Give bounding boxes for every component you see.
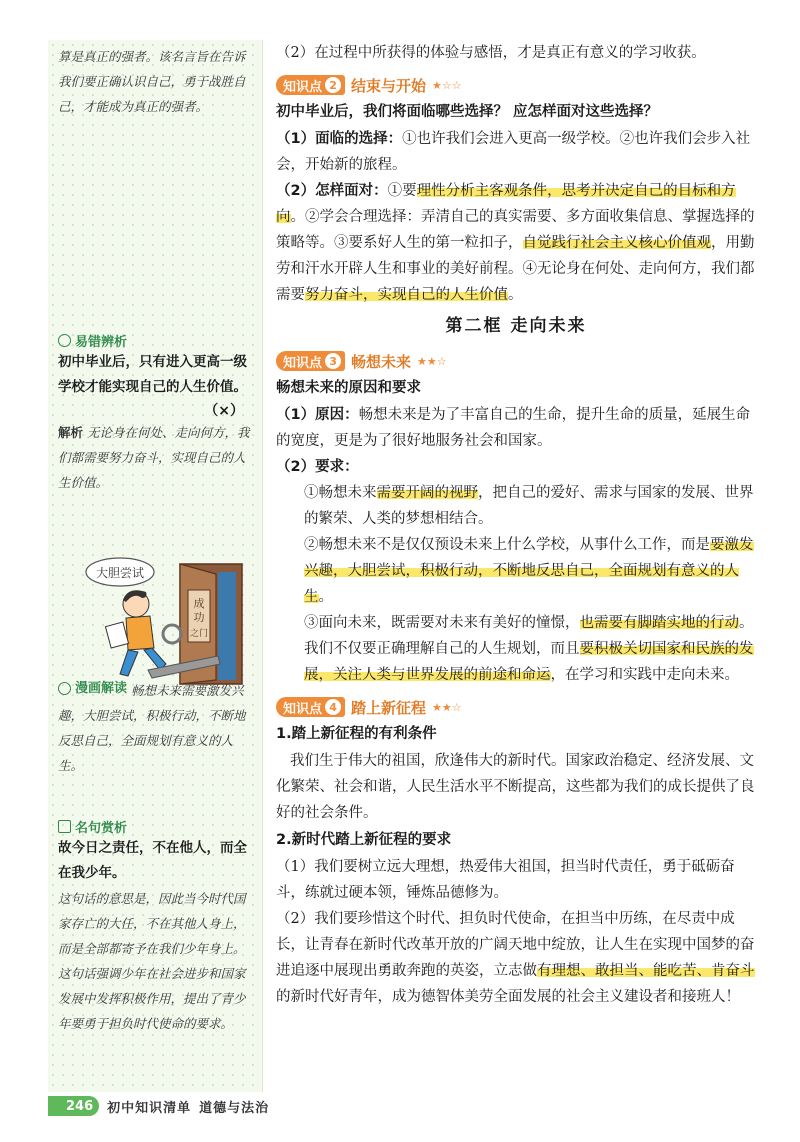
error-analysis-box [58,330,254,495]
knowledge-point-2 [276,72,756,98]
error-verdict: （×） [204,403,244,419]
door-text-2: 功 [193,611,205,624]
kp3-badge [276,351,345,371]
comic-reading-title: 漫画解读 [75,681,128,696]
choice-label: （1）面临的选择： [276,131,403,147]
famous-quote-title: 名句赏析 [75,820,128,836]
page-number: 246 [48,1096,99,1116]
page-footer [48,1095,348,1117]
error-statement: 初中毕业后，只有进入更高一级学校才能实现自己的人生价值。 [58,354,247,395]
knowledge-point-3 [276,348,756,374]
boy-shirt [126,616,154,650]
kp3-title: 畅想未来 [351,352,412,371]
req1-highlight: 需要开阔的视野 [376,485,478,501]
paragraph-intro: （2）在过程中所获得的体验与感悟，才是真正有意义的学习收获。 [276,45,706,61]
footer-subject: 道德与法治 [199,1100,270,1116]
kp4-stars: ★★☆ [432,700,462,714]
analysis-body: 无论身在何处、走向何方，我们都需要努力奋斗，实现自己的人生价值。 [58,425,250,490]
new-era-highlight: 有理想、敢担当、能吃苦、肯奋斗 [537,963,755,979]
kp2-title: 结束与开始 [351,76,427,95]
refresh-icon [58,682,71,695]
req3-text-c: ，在学习和实践中走向未来。 [550,667,739,683]
subheading-requirements: 2.新时代踏上新征程的要求 [276,832,452,848]
comic-reading-box [58,678,254,778]
face-highlight-1: 理性分析主客观条件，思考并决定自己的目标和方向 [276,183,736,225]
new-era-req-1: （1）我们要树立远大理想，热爱伟大祖国，担当时代责任，勇于砥砺奋斗，练就过硬本领，锤炼品德修为。 [276,859,735,901]
req3-highlight-1: 也需要有脚踏实地的行动 [579,615,739,631]
face-highlight-3: 努力奋斗，实现自己的人生价值 [305,287,508,303]
req2-text-b: 。 [318,589,333,605]
requirement-1 [276,480,756,532]
req2-text-a: ②畅想未来不是仅仅预设未来上什么学校，从事什么工作，而是 [304,537,710,553]
face-highlight-2: 自觉践行社会主义核心价值观 [522,235,711,251]
knowledge-point-4 [276,694,756,720]
magnifier-icon [58,334,71,347]
requirement-label: （2）要求： [276,459,359,475]
kp3-stars: ★★☆ [417,354,447,368]
famous-quote-text: 故今日之责任，不在他人，而全在我少年。 [58,840,247,881]
reason-paragraph [276,402,756,454]
key-ring [163,625,181,643]
subheading-conditions: 1.踏上新征程的有利条件 [276,726,437,742]
face-paragraph [276,178,756,308]
face-text-d: 。 [508,287,523,303]
face-label: （2）怎样面对： [276,183,388,199]
comic-reading-heading [58,679,127,699]
kp4-badge-label: 知识点 [283,701,323,717]
requirement-2 [276,532,756,610]
door-text-1: 成 [193,597,205,610]
kp2-number: 2 [325,77,341,93]
sidebar [48,40,263,1092]
conditions-paragraph: 我们生于伟大的祖国，欣逢伟大的新时代。国家政治稳定、经济发展、文化繁荣、社会和谐，人民生活水平不断提高，这些都为我们的成长提供了良好的社会条件。 [276,753,755,821]
req3-highlight-2: 要积极关切国家和民族的发展，关注人类与世界发展的前途和命运 [304,641,754,683]
req3-text-a: ③面向未来，既需要对未来有美好的憧憬， [304,615,580,631]
kp2-stars: ★☆☆ [432,78,462,92]
kp3-number: 3 [325,353,341,369]
door-text-3: 之门 [189,629,209,639]
choice-text: ①也许我们会进入更高一级学校。②也许我们会步入社会，开始新的旅程。 [276,131,751,173]
choice-paragraph [276,126,756,178]
question-heading-3: 畅想未来的原因和要求 [276,380,421,396]
new-era-req-2 [276,906,756,1010]
kp3-badge-label: 知识点 [283,355,323,371]
door-opening [218,572,236,680]
speech-text: 大胆尝试 [95,566,145,580]
boy-paper [105,622,128,648]
comic-reading-text [58,678,254,778]
face-text-b: 。②学会合理选择：弄清自己的真实需要、多方面收集信息、掌握选择的策略等。③要系好人生的第一粒扣子， [276,209,755,251]
requirement-3 [276,610,756,688]
famous-quote-heading [58,816,254,836]
kp4-badge [276,697,345,717]
req3-text-b: 。我们不仅要正确理解自己的人生规划，而且 [304,615,754,657]
req1-text-b: ，把自己的爱好、需求与国家的发展、世界的繁荣、人类的梦想相结合。 [304,485,754,527]
error-analysis-text [58,420,254,495]
boy-leg-left [120,650,138,676]
reason-label: （1）原因： [276,407,359,423]
kp2-badge [276,75,345,95]
error-analysis-title: 易错辨析 [75,334,128,350]
famous-quote-box [58,816,254,1036]
error-analysis-heading [58,330,254,350]
sidebar-intro: 算是真正的强者。该名言旨在告诉我们要正确认识自己，勇于战胜自己，才能成为真正的强者。 [58,49,246,114]
analysis-label: 解析 [58,425,84,440]
req2-highlight: 要激发兴趣，大胆尝试，积极行动，不断地反思自己，全面规划有意义的人生 [304,537,754,605]
kp4-title: 踏上新征程 [351,698,427,717]
main-content [276,40,756,1010]
new-era-text-b: 的新时代好青年，成为德智体美劳全面发展的社会主义建设者和接班人！ [276,989,740,1005]
face-text-a: ①要 [387,183,417,199]
reason-text: 畅想未来是为了丰富自己的生命，提升生命的质量，延展生命的宽度，更是为了很好地服务社会和国家。 [276,407,751,449]
book-icon [58,820,71,833]
footer-book: 初中知识清单 [107,1100,192,1116]
kp4-number: 4 [325,699,341,715]
comic-reading-body: 畅想未来需要激发兴趣，大胆尝试，积极行动，不断地反思自己，全面规划有意义的人生。 [58,683,246,773]
face-text-c: ，用勤劳和汗水开辟人生和事业的美好前程。④无论身在何处、走向何方，我们都需要 [276,235,755,303]
kp2-badge-label: 知识点 [283,79,323,95]
req1-text-a: ①畅想未来 [304,485,377,501]
question-heading-2: 初中毕业后，我们将面临哪些选择？ 应怎样面对这些选择？ [276,104,659,120]
famous-quote-explanation: 这句话的意思是，因此当今时代国家存亡的大任，不在其他人身上，而是全部都寄予在我们少年身上。这句话强调少年在社会进步和国家发展中发挥积极作用，提出了青少年要勇于担负时代使命的要求。 [58,891,246,1031]
new-era-text-a: （2）我们要珍惜这个时代、担负时代使命，在担当中历练，在尽责中成长，让青春在新时代改革开放的广阔天地中绽放，让人生在实现中国梦的奋进追逐中展现出勇敢奔跑的英姿，立志做 [276,911,755,979]
section-title: 第二框 走向未来 [445,316,587,336]
